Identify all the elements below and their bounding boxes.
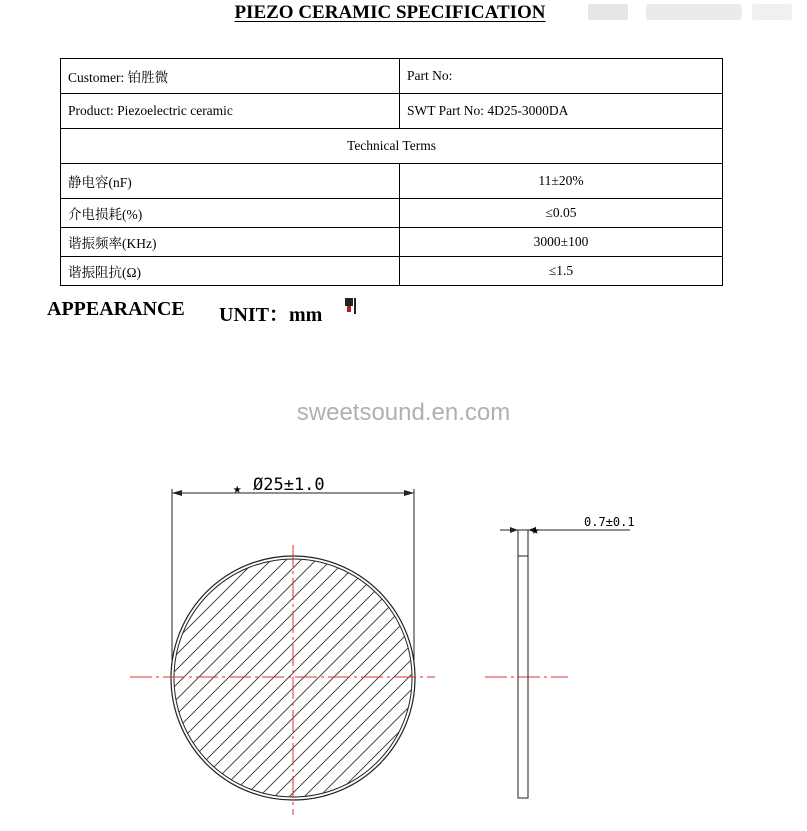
term-value: 11±20% (400, 164, 723, 199)
document-title: PIEZO CERAMIC SPECIFICATION (234, 2, 546, 23)
unit-label: UNIT：mm (219, 304, 323, 326)
part-no-cell: Part No: (400, 59, 723, 94)
product-cell: Product: Piezoelectric ceramic (61, 94, 400, 129)
hatch-line (118, 538, 398, 818)
thickness-label: 0.7±0.1 (584, 515, 635, 529)
hatch-line (28, 538, 308, 818)
hatch-line (13, 538, 293, 818)
hatch-line (0, 538, 218, 818)
swt-part-no-cell: SWT Part No: 4D25-3000DA (400, 94, 723, 129)
hatch-line (43, 538, 323, 818)
term-name: 静电容(nF) (61, 164, 400, 199)
hatch-line (223, 538, 503, 818)
hatch-line (0, 538, 203, 818)
hatch-line (313, 538, 593, 818)
watermark: sweetsound.en.com (296, 399, 511, 426)
diameter-star: ★ (233, 481, 242, 497)
hatch-line (0, 538, 263, 818)
hatch-line (208, 538, 488, 818)
term-value: 3000±100 (400, 228, 723, 257)
hatch-line (148, 538, 428, 818)
disc-top-view (0, 538, 683, 818)
hatch-line (283, 538, 563, 818)
hatch-line (403, 538, 683, 818)
hatch-line (163, 538, 443, 818)
hatch-line (0, 538, 173, 818)
hatch-line (238, 538, 518, 818)
hatch-line (253, 538, 533, 818)
hatch-line (268, 538, 548, 818)
hatch-line (73, 538, 353, 818)
term-name: 谐振阻抗(Ω) (61, 257, 400, 286)
term-name: 介电损耗(%) (61, 199, 400, 228)
diameter-label: Ø25±1.0 (253, 475, 325, 495)
hatch-line (103, 538, 383, 818)
hatch-line (58, 538, 338, 818)
hatch-line (0, 538, 248, 818)
customer-cell: Customer: 铂胜微 (61, 59, 400, 94)
hatch-line (358, 538, 638, 818)
thickness-star: ★ (531, 522, 540, 538)
term-name: 谐振频率(KHz) (61, 228, 400, 257)
hatch-line (0, 538, 188, 818)
hatch-line (133, 538, 413, 818)
appearance-heading: APPEARANCE (47, 298, 185, 320)
hatch-line (328, 538, 608, 818)
term-value: ≤0.05 (400, 199, 723, 228)
hatch-line (0, 538, 278, 818)
term-value: ≤1.5 (400, 257, 723, 286)
section-title-cell: Technical Terms (61, 129, 723, 164)
hatch-line (298, 538, 578, 818)
hatch-line (193, 538, 473, 818)
disc-side-view (500, 515, 635, 798)
hatch-line (343, 538, 623, 818)
hatch-line (88, 538, 368, 818)
